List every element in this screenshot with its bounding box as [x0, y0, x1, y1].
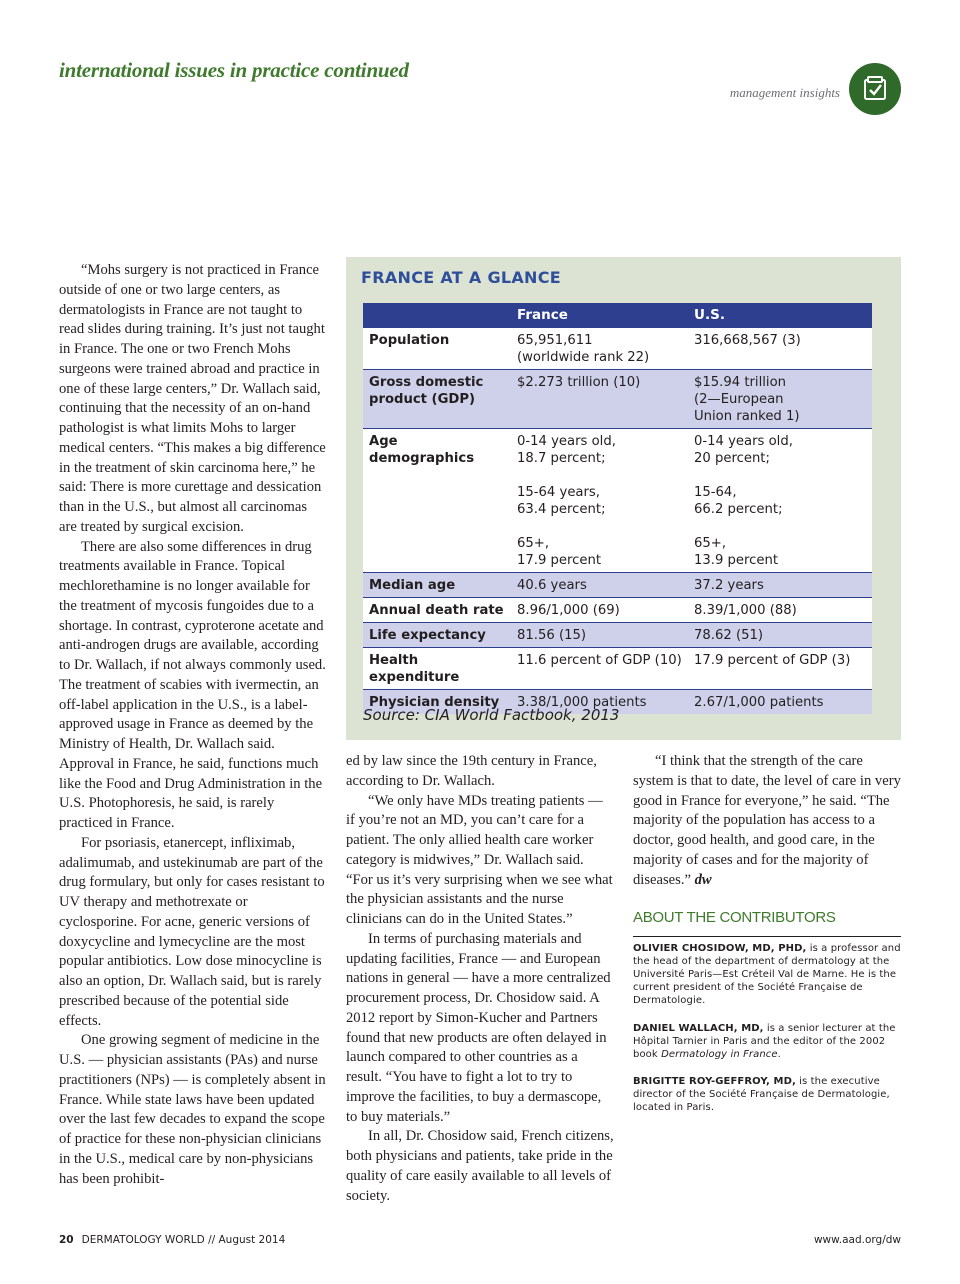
- contributor-bio: [633, 1022, 901, 1061]
- contributor-name: BRIGITTE ROY-GEFFROY, MD,: [633, 1076, 796, 1087]
- france-value: 81.56 (15): [511, 623, 688, 648]
- section-label: management insights: [729, 85, 840, 100]
- contributor-text: is the executive director of the Société Française de Dermatologie, located in Paris.: [633, 1076, 890, 1113]
- paragraph: There are also some differences in drug treatments available in France. Topical mechlorethamine is no longer available for the treatment of mycosis fungoides due to a shortage. In contrast, cyproterone acetate and anti-androgen drugs are available, according to Dr. Wallach, if not always commonly used. The treatment of scabies with ivermectin, an off-label application in the U.S., is a label-approved usage in France as deemed by the Ministry of Health, Dr. Wallach said. Approval in France, he said, functions much like the Food and Drug Administration in the U.S. Photophoresis, he said, is rarely practiced in France.: [59, 538, 326, 831]
- us-value: 17.9 percent of GDP (3): [688, 648, 872, 690]
- footer-url: www.aad.org/dw: [813, 1234, 901, 1246]
- table-header-france: France: [511, 303, 688, 328]
- contributor-text: is a senior lecturer at the Hôpital Tarnier in Paris and the editor of the 2002 book: [633, 1023, 896, 1060]
- paragraph: ed by law since the 19th century in France, according to Dr. Wallach.: [346, 753, 597, 789]
- facts-table: [363, 303, 872, 714]
- paragraph: One growing segment of medicine in the U.S. — physician assistants (PAs) and nurse practitioners (NPs) — is completely absent in France. While state laws have been updated over the last few decades to expand the scope of practice for these non-physician clinicians in the U.S., medical care by non-physicians has been prohibit-: [59, 1032, 326, 1187]
- table-row: [363, 328, 872, 370]
- france-value: 8.96/1,000 (69): [511, 598, 688, 623]
- us-value: 2.67/1,000 patients: [688, 690, 872, 715]
- table-source: Source: CIA World Factbook, 2013: [363, 706, 620, 724]
- book-title: Dermatology in France: [661, 1049, 778, 1060]
- closing-quote: “I think that the strength of the care system is that to date, the level of care in very good in France for everyone,” he said. “The majority of the population has access to a doctor, good health, and good care, in the majority of cases and for the majority of diseases.”: [633, 753, 901, 888]
- contributor-name: DANIEL WALLACH, MD,: [633, 1023, 764, 1034]
- france-value: 65,951,611 (worldwide rank 22): [511, 328, 688, 370]
- us-value: 37.2 years: [688, 573, 872, 598]
- paragraph: In all, Dr. Chosidow said, French citizens, both physicians and patients, take pride in the quality of care easily available to all levels of society.: [346, 1128, 614, 1204]
- us-value: 8.39/1,000 (88): [688, 598, 872, 623]
- publication-name: DERMATOLOGY WORLD // August 2014: [81, 1234, 286, 1246]
- row-label: Median age: [363, 573, 511, 598]
- france-value: 3.38/1,000 patients: [511, 690, 688, 715]
- checklist-icon: [849, 63, 901, 115]
- paragraph: For psoriasis, etanercept, infliximab, adalimumab, and ustekinumab are part of the drug formulary, but only for cases resistant to UV therapy and methotrexate or cyclosporine. For acne, generic versions of doxycycline and lymecycline are the most popular antibiotics. Low dose minocycline is also an option, Dr. Wallach said, but is rarely prescribed because of the potential side effects.: [59, 834, 325, 1029]
- article-column-2: [346, 752, 614, 1206]
- article-column-1: [59, 261, 327, 1189]
- sidebar-title: FRANCE AT A GLANCE: [361, 268, 562, 287]
- france-value: 40.6 years: [511, 573, 688, 598]
- france-value: $2.273 trillion (10): [511, 370, 688, 429]
- contributor-name: OLIVIER CHOSIDOW, MD, PHD,: [633, 943, 807, 954]
- table-row: [363, 573, 872, 598]
- row-label: Population: [363, 328, 511, 370]
- table-row: [363, 598, 872, 623]
- row-label: Life expectancy: [363, 623, 511, 648]
- contributor-text-end: .: [777, 1049, 781, 1060]
- table-row: [363, 370, 872, 429]
- contributors-title: ABOUT THE CONTRIBUTORS: [633, 909, 836, 926]
- section-kicker: international issues in practice continued: [59, 58, 409, 82]
- table-row: [363, 623, 872, 648]
- us-value: 316,668,567 (3): [688, 328, 872, 370]
- table-header-blank: [363, 303, 511, 328]
- contributor-text: is a professor and the head of the department of dermatology at the Université Paris—Est Créteil Val de Marne. He is the current president of the Société Française de Dermatologie.: [633, 943, 901, 1006]
- article-column-3: [633, 752, 901, 890]
- france-value: 11.6 percent of GDP (10): [511, 648, 688, 690]
- table-row: [363, 429, 872, 573]
- contributor-bio: [633, 1075, 901, 1114]
- page-number: 20: [59, 1234, 74, 1246]
- table-row: [363, 648, 872, 690]
- table-header-us: U.S.: [688, 303, 872, 328]
- us-value: $15.94 trillion (2—European Union ranked 1): [688, 370, 872, 429]
- contributor-bio: [633, 942, 901, 1007]
- signature: dw: [694, 871, 712, 888]
- paragraph: “Mohs surgery is not practiced in France outside of one or two large centers, as dermatologists in France are not taught to read slides during training. It’s just not taught in France. The one or two French Mohs surgeons were trained abroad and practice in one of these large centers,” Dr. Wallach said, continuing that the necessity of an on-hand pathologist is what limits Mohs to larger medical centers. “This makes a big difference in the treatment of skin carcinoma here,” he said: There is more curettage and dessication than in the U.S., but almost all carcinomas are treated by surgical excision.: [59, 262, 326, 535]
- row-label: Health expenditure: [363, 648, 511, 690]
- row-label: Gross domestic product (GDP): [363, 370, 511, 429]
- row-label: Age demographics: [363, 429, 511, 573]
- us-value: 78.62 (51): [688, 623, 872, 648]
- paragraph: In terms of purchasing materials and updating facilities, France — and European nations in general — have a more centralized procurement process, Dr. Chosidow said. A 2012 report by Simon-Kucher and Partners found that new products are often delayed in launch compared to other countries as a result. “You have to fight a lot to try to improve the facilities, to buy a dermascope, to buy materials.”: [346, 930, 611, 1125]
- paragraph: “We only have MDs treating patients — if you’re not an MD, you can’t care for a patient. The only allied health care worker category is midwives,” Dr. Wallach said. “For us it’s very surprising when we see what the physician assistants and the nurse clinicians can do in the United States.”: [346, 792, 613, 927]
- us-value: 0-14 years old, 20 percent; 15-64, 66.2 percent; 65+, 13.9 percent: [688, 429, 872, 573]
- france-value: 0-14 years old, 18.7 percent; 15-64 years, 63.4 percent; 65+, 17.9 percent: [511, 429, 688, 573]
- row-label: Annual death rate: [363, 598, 511, 623]
- row-label: Physician density: [363, 690, 511, 715]
- paragraph: [633, 752, 901, 890]
- footer-left: [59, 1234, 285, 1246]
- divider: [633, 936, 901, 937]
